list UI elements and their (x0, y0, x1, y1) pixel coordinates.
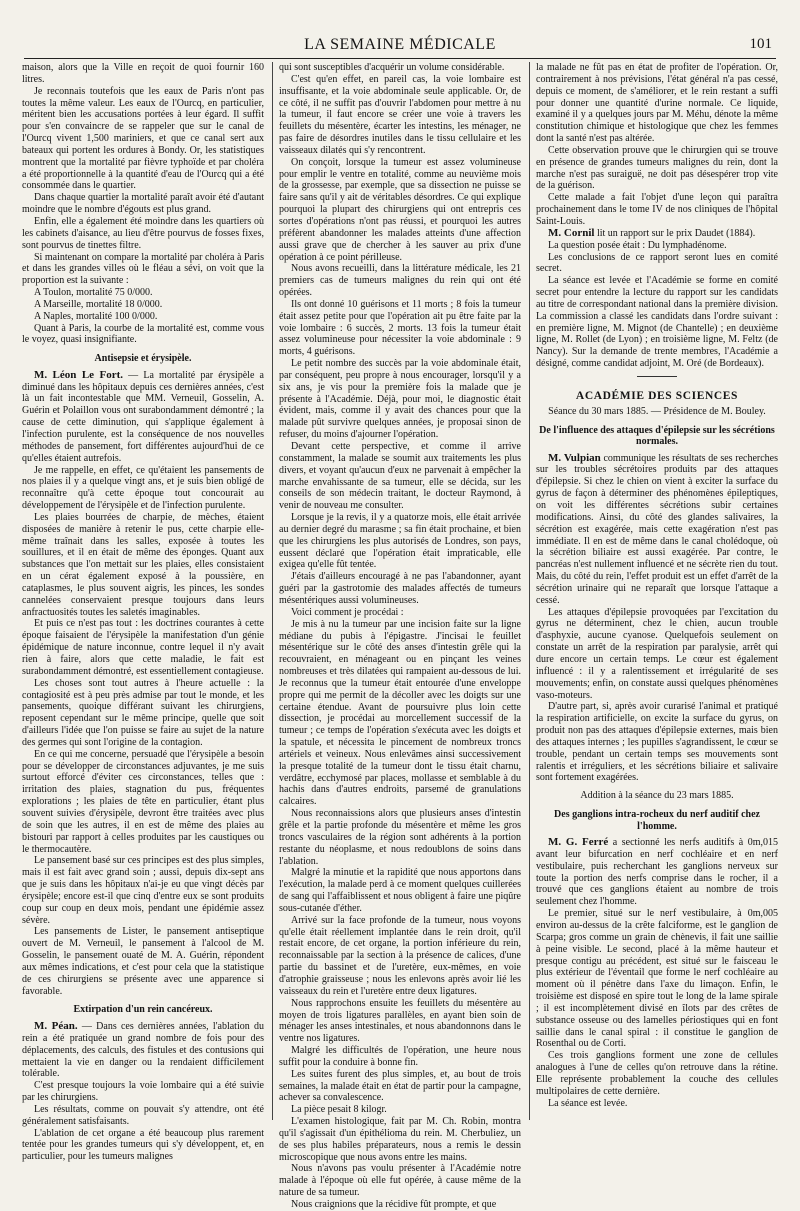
paragraph: Les attaques d'épilepsie provoquées par l'excitation du gyrus ne déterminent, chez le chien, aucun trouble d'asphyxie, aucune cyanose. Quelquefois seulement on constate un arrêt de la respiration par paralysie, arrêt qui dure encore un certain temps. Le cœur est également influencé : il y a ralentissement et irrégularité de ses mouvements; enfin, on constate aussi quelques phénomènes vaso-moteurs. (536, 606, 778, 701)
paragraph: Si maintenant on compare la mortalité par choléra à Paris et dans les grandes villes où le fléau a sévi, on voit que la proportion est la suivante : (22, 251, 264, 287)
paragraph: En ce qui me concerne, persuadé que l'érysipèle a besoin pour se développer de circonstances adjuvantes, je me suis surtout efforcé d'éviter ces circonstances, telles que : irritation des plaies, stagnation du pus, fréquentes explorations ; les plaies de tête en particulier, étant plus souvent suivies d'érysipèle, devront être traitées avec plus de soin que les autres, il en est de même des plaies au bistouri par rapport à celles produites par les caustiques ou le thermocautère. (22, 748, 264, 855)
paragraph: La pièce pesait 8 kilogr. (291, 1104, 387, 1116)
paragraph: Le premier, situé sur le nerf vestibulaire, à 0m,005 environ au-dessus de la crête falciforme, est le ganglion de Scarpa; gros comme un grain de chènevis, il fait une saillie à peine visible. Le second, placé à la même hauteur et presque contigu au précédent, est situé sur le faisceau le plus extérieur de l'éventail que forme le nerf cochléaire au moment où il pénètre dans l'axe du limaçon. Enfin, le troisième est disposé en spire tout le long de la lame spirale ; il est incomplètement divisé en îlots par des crêtes de substance osseuse ou des lamelles périostiques qui en font saillie dans le canal spiral : il constitue le ganglion de Rosenthal ou de Corti. (536, 908, 778, 1050)
paragraph: D'autre part, si, après avoir curarisé l'animal et pratiqué la respiration artificielle, on excite la surface du gyrus, on produit non pas des attaques d'épilepsie externes, mais bien des attaques internes ; les pupilles s'agrandissent, le cœur se trouble, pendant un certain temps ses mouvements sont ralentis et irréguliers, et les sécrétions biliaire et salivaire sont fortement exagérées. (536, 701, 778, 784)
paragraph: Nous craignions que la récidive fût prompte, et que (291, 1199, 497, 1210)
paragraph (22, 370, 264, 465)
divider (637, 376, 677, 377)
paragraph: Nous rapprochons ensuite les feuillets du mésentère au moyen de trois ligatures parallèles, en ayant bien soin de ménager les anses intestinales, et nous abandonnons dans le ventre nos ligatures. (279, 997, 521, 1045)
paragraph: qui sont susceptibles d'acquérir un volume considérable. (279, 62, 505, 73)
paragraph: Le pansement basé sur ces principes est des plus simples, mais il est fait avec grand soin ; aussi, depuis dix-sept ans que je suis dans les hôpitaux n'ai-je eu que vingt décès par érysipèle; encore est-il que cinq d'entre eux se sont produits coup sur coup en deux mois, pendant une épidémie assez sévère. (22, 855, 264, 926)
author-name: M. Vulpian (548, 451, 601, 464)
column-3 (529, 62, 778, 1120)
paragraph: Je mis à nu la tumeur par une incision faite sur la ligne médiane du pubis à l'épigastre. J'incisai le feuillet mésentérique sur le côté des anses d'intestin grêle qui la recouvraient, en ménageant ou en pinçant les veines nombreuses et très dilatées qui rampaient au-dessous de lui. Je reconnus que la tumeur était entourée d'une enveloppe propre qui me permit de la décoller avec les doigts sur une certaine étendue. Avant de poursuivre plus loin cette dissection, je procédai au morcellement successif de la tumeur ; ce temps de l'opération s'exécuta avec les doigts et la spatule, et nécessita le pincement de nombreux troncs artériels et veineux. Nous enlevâmes ainsi successivement la presque totalité de la tumeur dont le tissu était charnu, verdâtre, ecchymosé par places, mollasse et semblable à du hachis dans d'autres endroits, parsemé de granulations calcaires. (279, 618, 521, 808)
paragraph: Malgré les difficultés de l'opération, une heure nous suffit pour la conduire à bonne fin. (279, 1045, 521, 1068)
page-header (24, 36, 776, 59)
paragraph: la malade ne fût pas en état de profiter de l'opération. Or, contrairement à nos prévisions, l'état général n'a pas cessé, depuis ce moment, de s'améliorer, et le rein restant a suffi pour donner une quantité d'urine normale. Ce liquide, examiné il y a quelques jours par M. Méhu, dénote la même constitution chimique et histologique que chez les femmes dont la santé n'est pas altérée. (536, 62, 778, 145)
paragraph: Les choses sont tout autres à l'heure actuelle : la contagiosité est à peu près admise par tout le monde, et les pansements, quoique différant suivant les chirurgiens, reposent cependant sur le même principe, quelle que soit d'ailleurs l'idée que l'on puisse se faire au sujet de la nature des germes qui sont l'origine de la contagion. (22, 677, 264, 748)
paragraph: Devant cette perspective, et comme il arrive constamment, la malade se soumit aux traitements les plus divers, et voyant qu'aucun d'eux ne parvenait à empêcher la marche envahissante de sa tumeur, elle se décida, sur les conseils de son médecin traitant, le docteur Raymond, à venir de nouveau me consulter. (279, 441, 521, 512)
paragraph: Les conclusions de ce rapport seront lues en comité secret. (536, 251, 778, 275)
paragraph: La séance est levée. (548, 1097, 628, 1109)
paragraph: maison, alors que la Ville en reçoit de quoi fournir 160 litres. (22, 62, 264, 85)
paragraph: Malgré la minutie et la rapidité que nous apportons dans l'exécution, la malade perd à ce moment quelques cuillerées de sang qui l'affaiblissent et nous obligent à faire une piqûre sous-cutanée d'éther. (279, 867, 521, 914)
paragraph-text: a sectionné les nerfs auditifs à 0m,015 avant leur bifurcation en nerf cochléaire et en nerf vestibulaire, puis recherchant les ganglions nerveux sur toute la portion des nerfs comprise dans le rocher, il a trouvé que ces ganglions étaient au nombre de trois seulement chez l'homme. (536, 837, 779, 908)
paragraph: Enfin, elle a également été moindre dans les quartiers où les cabinets d'aisance, au lieu d'être pourvus de fosses fixes, sont pourvus de tinettes filtre. (22, 215, 264, 251)
paragraph: Ils ont donné 10 guérisons et 11 morts ; 8 fois la tumeur était assez petite pour que l'opération ait pu être faite par la voie lombaire : 6 succès, 2 morts. 13 fois la tumeur était assez volumineuse pour nécessiter la voie abdominale : 9 morts, 4 guérisons. (279, 298, 521, 358)
paragraph: Quant à Paris, la courbe de la mortalité est, comme vous le voyez, quasi insignifiante. (22, 322, 264, 346)
paragraph (536, 228, 778, 240)
section-title: Antisepsie et érysipèle. (94, 353, 192, 365)
paragraph: Je me rappelle, en effet, ce qu'étaient les pansements de nos plaies il y a quelque vingt ans, et je suis bien obligé de reconnaître qu'à cette époque tout concourait au développement de l'érysipèle et de l'infection purulente. (22, 464, 264, 512)
paragraph: On conçoit, lorsque la tumeur est assez volumineuse pour emplir le ventre en totalité, comme au neuvième mois de la grossesse, par exemple, que sa dissection ne puisse se faire sans qu'il y ait de véritables désordres. Ce qui explique pourquoi la plupart des chirurgiens qui ont entrepris ces sortes d'opérations n'ont pas réussi, et pourquoi les autres préfèrent abandonner les malades atteints d'une affection aussi grave que de chercher à les sauver au prix d'une opération à ce point périlleuse. (279, 156, 521, 263)
paragraph: Les plaies bourrées de charpie, de mèches, étaient disposées de manière à retenir le pus, cette charpie elle-même traînait dans les salles, exposée à toutes les souillures, et il en était de même des éponges. Quant aux substances que l'on mettait sur les plaies, elles consistaient en un cérat également exposé à la poussière, en cataplasmes, le plus souvent aigris, les pinces, les sondes cannelées conservaient presque toujours dans leurs anfractuosités toutes les saletés imaginables. (22, 511, 264, 618)
journal-title: LA SEMAINE MÉDICALE (304, 36, 496, 53)
paragraph-text: communique les résultats de ses recherches sur les troubles sécrétoires produits par des attaques d'épilepsie. Si chez le chien on vient à exciter la surface du gyrus de façon à déterminer des phénomènes épileptiques, on voit les différentes sécrétions subir certaines modifications. Ainsi, du côté des glandes salivaires, la sécrétion est exagérée, mais cette exagération n'est pas immédiate. Il en est de même dans le canal cholédoque, où la sécrétion biliaire est aussi exagérée. Par contre, le pancréas n'est nullement influencé et ne sécrète rien du tout. Mais, du côté du rein, l'effet produit est un effet d'arrêt de la sécrétion urinaire qui ne reparaît que lorsque l'attaque a cessé. (536, 452, 778, 606)
paragraph: Dans chaque quartier la mortalité paraît avoir été d'autant moindre que le nombre d'égouts est plus grand. (22, 192, 264, 216)
paragraph: Voici comment je procédai : (291, 606, 404, 618)
paragraph: Lorsque je la revis, il y a quatorze mois, elle était arrivée au dernier degré du marasme ; sa fin était prochaine, et bien que les chirurgiens les plus autorisés de Londres, son pays, eussent déclaré que l'opération était impraticable, elle exigea qu'elle fût tentée. (279, 512, 521, 571)
paragraph: Nous n'avons pas voulu présenter à l'Académie notre malade à l'époque où elle fut opérée, à cause même de la nature de sa tumeur. (279, 1163, 521, 1199)
paragraph: Et puis ce n'est pas tout : les doctrines courantes à cette époque faisaient de l'érysipèle la manifestation d'un génie épidémique de nature inconnue, contre lequel il n'y avait rien à faire, alors que cette maladie, le fait est surabondamment démontré, est essentiellement contagieuse. (22, 618, 264, 677)
paragraph (536, 837, 778, 908)
paragraph-text: — Dans ces dernières années, l'ablation du rein a été pratiquée un grand nombre de fois pour des déplacements, des calculs, des fistules et des contusions qui mettaient la vie en danger ou la rendaient difficilement tolérable. (22, 1020, 264, 1080)
paragraph: L'examen histologique, fait par M. Ch. Robin, montra qu'il s'agissait d'un épithélioma du rein. M. Cherbuliez, un de ses plus habiles préparateurs, nous a remis le dessin microscopique que nous avons entre les mains. (279, 1116, 521, 1163)
stat-line: A Naples, mortalité 100 0/000. (34, 310, 158, 322)
session-info: Séance du 30 mars 1885. — Présidence de M. Bouley. (548, 405, 766, 417)
paragraph: Cette malade a fait l'objet d'une leçon qui paraîtra prochainement dans le tome IV de nos cliniques de l'hôpital Saint-Louis. (536, 192, 778, 227)
paragraph: C'est qu'en effet, en pareil cas, la voie lombaire est insuffisante, et la voie abdominale seule applicable. Or, de ce côté, il ne suffit pas d'ouvrir l'abdomen pour mettre à nu la tumeur, il faut encore se créer une voie à travers les feuillets du mésentère, écarter les intestins, les ménager, ne pas faire de désordres inutiles dans le tissu cellulaire et les vaisseaux dilatés qui s'y rencontrent. (279, 73, 521, 156)
paragraph: La question posée était : Du lymphadénome. (548, 239, 727, 251)
author-name: M. Léon Le Fort. (34, 368, 123, 381)
paragraph: Les résultats, comme on pouvait s'y attendre, ont été généralement satisfaisants. (22, 1103, 264, 1127)
paragraph-text: — La mortalité par érysipèle a diminué dans les hôpitaux depuis ces dernières années, c'est là un fait incontestable que MM. Verneuil, Gosselin, A. Guérin et Polaillon vous ont surabondamment démontré ; la cause de cette diminution, qui s'applique également à l'infection purulente, est la conséquence de nos nouvelles méthodes de pansement, fort différentes aujourd'hui de ce qu'elles étaient autrefois. (22, 369, 264, 464)
paragraph: La séance est levée et l'Académie se forme en comité secret pour entendre la lecture du rapport sur les candidats au titre de correspondant national dans la première division. La commission a classé les candidats dans l'ordre suivant : en première ligne, M. Mignot (de Chantelle) ; en deuxième ligne, M. Rollet (de Lyon) ; en troisième ligne, M. Feltz (de Nancy). Sur la demande de trente membres, l'Académie a désigné, comme candidat adjoint, M. Oré (de Bordeaux). (536, 275, 778, 370)
paragraph: Ces trois ganglions forment une zone de cellules analogues à l'une de celles qu'on retrouve dans la rétine. Elle représente probablement la couche des cellules multipolaires de cette dernière. (536, 1050, 778, 1097)
section-title: Des ganglions intra-rocheux du nerf auditif chez l'homme. (554, 809, 760, 832)
paragraph: Les suites furent des plus simples, et, au bout de trois semaines, la malade était en état de partir pour la campagne, achever sa convalescence. (279, 1068, 521, 1104)
stat-line: A Toulon, mortalité 75 0/000. (34, 287, 153, 299)
author-name: M. Cornil (548, 226, 595, 239)
section-heading: ACADÉMIE DES SCIENCES (575, 389, 739, 402)
paragraph: Les pansements de Lister, le pansement antiseptique ouvert de M. Verneuil, le pansement à l'alcool de M. Gosselin, le pansement ouaté de M. A. Guérin, répondent aux mêmes indications, et c'est pour cela que la statistique de ces chirurgiens se présente avec une apparence si favorable. (22, 926, 264, 997)
page-number: 101 (749, 36, 772, 52)
paragraph (536, 453, 778, 607)
addition-note: Addition à la séance du 23 mars 1885. (580, 790, 734, 802)
columns (22, 62, 779, 1210)
paragraph: Cette observation prouve que le chirurgien qui se trouve en présence de grandes tumeurs malignes du rein, dont la marche n'est pas suraiguë, ne doit pas désespérer trop vite de la guérison. (536, 144, 778, 192)
paragraph: Arrivé sur la face profonde de la tumeur, nous voyons qu'elle était réellement implantée dans le rein droit, qu'il restait encore, de cet organe, la portion inférieure du rein, reconnaissable par la section à la présence de calices, d'une partie du bassinet et de l'uretère, eux-mêmes, en voie d'atrophie graisseuse ; nous les enlevons après avoir lié les vaisseaux du rein et l'uretère entre deux ligatures. (279, 914, 521, 997)
author-name: M. G. Ferré (548, 836, 609, 849)
column-2 (272, 62, 521, 1210)
paragraph: J'étais d'ailleurs encouragé à ne pas l'abandonner, ayant guéri par la gastrotomie des malades affectés de tumeurs mésentériques aussi volumineuses. (279, 571, 521, 606)
paragraph-text: lit un rapport sur le prix Daudet (1884). (594, 227, 756, 239)
column-1 (22, 62, 264, 1163)
section-title: De l'influence des attaques d'épilepsie sur les sécrétions normales. (539, 424, 775, 448)
paragraph (22, 1021, 264, 1080)
author-name: M. Péan. (34, 1019, 78, 1032)
paragraph: L'ablation de cet organe a été beaucoup plus rarement tentée pour les grandes tumeurs qui s'y développent, et, en particulier, pour les tumeurs malignes (22, 1127, 264, 1163)
paragraph: Je reconnais toutefois que les eaux de Paris n'ont pas toutes la même valeur. Les eaux de l'Ourcq, en particulier, méritent bien les accusations portées à leur égard. Il suffit pour s'en convaincre de se rappeler que sur le canal de l'Ourcq vivent 1,500 mariniers, et que ce canal sert aux bateaux qui portent les ordures à Bondy. Or, les statistiques montrent que la mortalité par fièvre typhoïde et par choléra a été proportionnelle à la quantité d'eau de l'Ourcq qui a été consommée dans le quartier. (22, 85, 264, 192)
paragraph: Le petit nombre des succès par la voie abdominale était, par conséquent, peu propre à nous encourager, lorsqu'il y a six ans, je vis pour la première fois la malade que je présente à l'Académie. Déjà, pour moi, le diagnostic était évident, mais, comme il y avait des chances pour que la malade pût survivre quelques années, je proposai sinon de refuser, du moins d'ajourner l'opération. (279, 358, 521, 441)
paragraph: C'est presque toujours la voie lombaire qui a été suivie par les chirurgiens. (22, 1080, 264, 1104)
paragraph: Nous reconnaissions alors que plusieurs anses d'intestin grêle et la partie profonde du mésentère et même les gros troncs vasculaires de la région sont adhérents à la portion restante du néoplasme, et nous redoublons de soins dans l'ablation. (279, 808, 521, 867)
section-title: Extirpation d'un rein cancéreux. (73, 1004, 213, 1016)
stat-line: A Marseille, mortalité 18 0/000. (34, 298, 163, 310)
paragraph: Nous avons recueilli, dans la littérature médicale, les 21 premiers cas de tumeurs malignes du rein qui ont été opérées. (279, 263, 521, 299)
